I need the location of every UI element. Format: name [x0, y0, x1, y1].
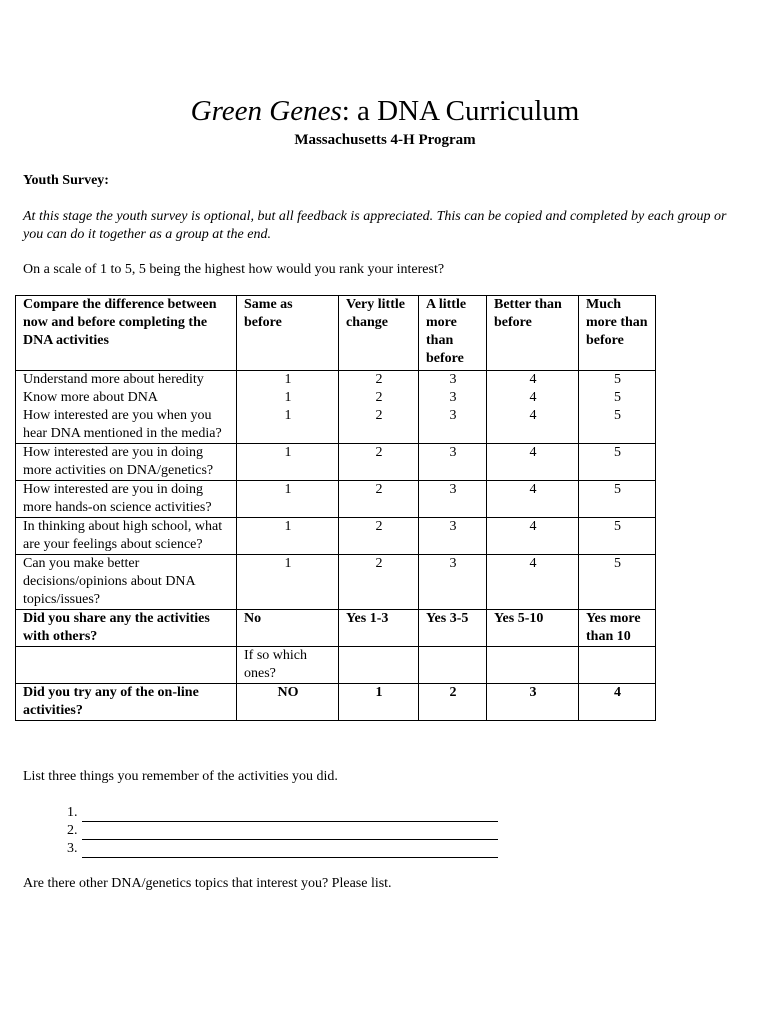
online-option-cell[interactable]: 2 — [419, 684, 487, 721]
rating-cell[interactable]: 3 — [419, 407, 487, 444]
share-option-cell[interactable]: Yes 1-3 — [339, 610, 419, 647]
answer-blanks — [67, 804, 498, 858]
section-heading: Youth Survey: — [23, 173, 109, 188]
header-cell: Same as before — [237, 296, 339, 371]
online-option-cell[interactable]: 1 — [339, 684, 419, 721]
rating-cell[interactable]: 1 — [237, 481, 339, 518]
list-prompt: List three things you remember of the activities you did. — [23, 769, 338, 784]
rating-cell[interactable]: 5 — [579, 518, 656, 555]
question-cell: Did you share any the activities with others? — [16, 610, 237, 647]
rating-cell[interactable]: 2 — [339, 371, 419, 390]
rating-cell[interactable]: 4 — [487, 518, 579, 555]
rating-cell[interactable]: 3 — [419, 518, 487, 555]
rating-cell[interactable]: 2 — [339, 389, 419, 407]
list-item — [67, 840, 498, 858]
question-cell: Know more about DNA — [16, 389, 237, 407]
table-row — [16, 481, 656, 518]
question-cell: Understand more about heredity — [16, 371, 237, 390]
rating-cell[interactable]: 4 — [487, 371, 579, 390]
rating-cell[interactable]: 2 — [339, 481, 419, 518]
share-option-cell[interactable]: Yes 3-5 — [419, 610, 487, 647]
intro-text: At this stage the youth survey is optional, but all feedback is appreciated. This can be copied and completed by each group or you can do it together as a group at the end. — [23, 209, 727, 242]
table-row — [16, 389, 656, 407]
answer-cell[interactable] — [579, 647, 656, 684]
answer-line[interactable] — [82, 807, 498, 822]
rating-cell[interactable]: 1 — [237, 444, 339, 481]
rating-cell[interactable]: 2 — [339, 555, 419, 610]
rating-cell[interactable]: 4 — [487, 407, 579, 444]
item-number: 2. — [67, 823, 78, 838]
rating-cell[interactable]: 4 — [487, 555, 579, 610]
share-option-cell[interactable]: No — [237, 610, 339, 647]
header-cell: A little more than before — [419, 296, 487, 371]
rating-cell[interactable]: 3 — [419, 555, 487, 610]
list-item — [67, 822, 498, 840]
rating-cell[interactable]: 4 — [487, 389, 579, 407]
rating-cell[interactable]: 1 — [237, 518, 339, 555]
survey-table — [15, 295, 656, 721]
rating-cell[interactable]: 5 — [579, 371, 656, 390]
online-option-cell[interactable]: 4 — [579, 684, 656, 721]
title-rest: : a DNA Curriculum — [341, 95, 580, 127]
list-item — [67, 804, 498, 822]
answer-cell[interactable] — [339, 647, 419, 684]
question-cell: How interested are you when you hear DNA mentioned in the media? — [16, 407, 237, 444]
table-row — [16, 371, 656, 390]
rating-cell[interactable]: 5 — [579, 555, 656, 610]
rating-cell[interactable]: 5 — [579, 407, 656, 444]
header-cell: Better than before — [487, 296, 579, 371]
question-cell: How interested are you in doing more hands-on science activities? — [16, 481, 237, 518]
item-number: 3. — [67, 841, 78, 856]
answer-line[interactable] — [82, 825, 498, 840]
share-row — [16, 610, 656, 647]
online-option-cell[interactable]: 3 — [487, 684, 579, 721]
which-label-cell: If so which ones? — [237, 647, 339, 684]
title-italic: Green Genes — [190, 95, 342, 127]
answer-cell[interactable] — [419, 647, 487, 684]
online-row — [16, 684, 656, 721]
question-cell: Did you try any of the on-line activities? — [16, 684, 237, 721]
rating-cell[interactable]: 3 — [419, 389, 487, 407]
question-cell: How interested are you in doing more activities on DNA/genetics? — [16, 444, 237, 481]
online-option-cell[interactable]: NO — [237, 684, 339, 721]
rating-cell[interactable]: 5 — [579, 389, 656, 407]
rating-cell[interactable]: 1 — [237, 389, 339, 407]
table-header-row — [16, 296, 656, 371]
answer-line[interactable] — [82, 843, 498, 858]
item-number: 1. — [67, 805, 78, 820]
rating-cell[interactable]: 1 — [237, 407, 339, 444]
table-row — [16, 518, 656, 555]
rating-cell[interactable]: 3 — [419, 371, 487, 390]
rating-cell[interactable]: 5 — [579, 444, 656, 481]
share-option-cell[interactable]: Yes 5-10 — [487, 610, 579, 647]
rating-cell[interactable]: 1 — [237, 371, 339, 390]
which-row — [16, 647, 656, 684]
rating-cell[interactable]: 2 — [339, 407, 419, 444]
header-cell: Very little change — [339, 296, 419, 371]
empty-cell — [16, 647, 237, 684]
header-cell: Much more than before — [579, 296, 656, 371]
table-row — [16, 407, 656, 444]
rating-cell[interactable]: 4 — [487, 444, 579, 481]
table-row — [16, 555, 656, 610]
rating-cell[interactable]: 3 — [419, 444, 487, 481]
question-cell: In thinking about high school, what are your feelings about science? — [16, 518, 237, 555]
rating-cell[interactable]: 3 — [419, 481, 487, 518]
answer-cell[interactable] — [487, 647, 579, 684]
rating-cell[interactable]: 2 — [339, 444, 419, 481]
rating-cell[interactable]: 2 — [339, 518, 419, 555]
page-title — [0, 94, 770, 128]
share-option-cell[interactable]: Yes more than 10 — [579, 610, 656, 647]
page-subtitle: Massachusetts 4-H Program — [294, 132, 476, 148]
rating-cell[interactable]: 4 — [487, 481, 579, 518]
other-topics-question: Are there other DNA/genetics topics that interest you? Please list. — [23, 876, 392, 891]
scale-question: On a scale of 1 to 5, 5 being the highest how would you rank your interest? — [23, 262, 445, 277]
table-row — [16, 444, 656, 481]
question-cell: Can you make better decisions/opinions about DNA topics/issues? — [16, 555, 237, 610]
rating-cell[interactable]: 5 — [579, 481, 656, 518]
rating-cell[interactable]: 1 — [237, 555, 339, 610]
header-cell: Compare the difference between now and before completing the DNA activities — [16, 296, 237, 371]
